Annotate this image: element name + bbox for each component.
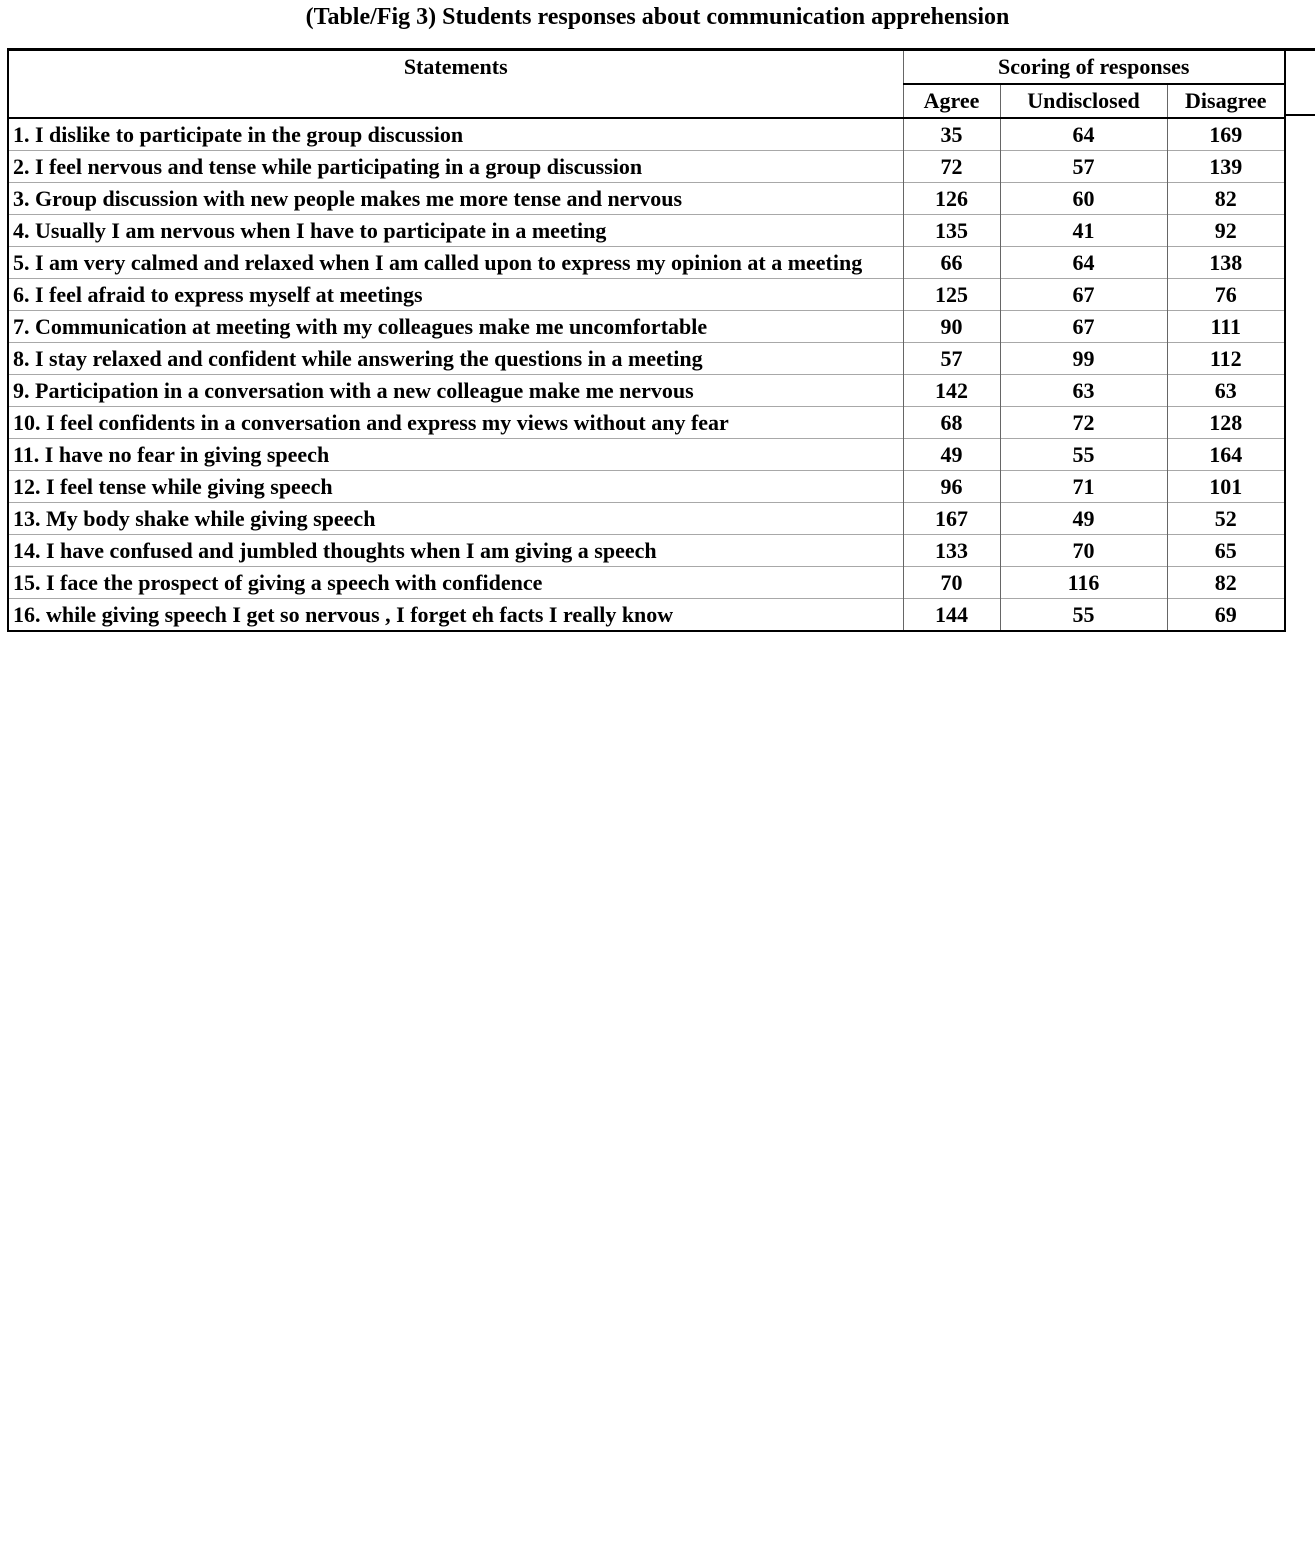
table-row xyxy=(8,151,1285,183)
undisclosed-cell: 67 xyxy=(1000,279,1167,311)
agree-cell: 133 xyxy=(903,535,1000,567)
scoring-of-responses-header: Scoring of responses xyxy=(903,50,1285,85)
agree-cell: 49 xyxy=(903,439,1000,471)
agree-cell: 135 xyxy=(903,215,1000,247)
table-row xyxy=(8,215,1285,247)
table-row xyxy=(8,118,1285,151)
header-row-top xyxy=(8,50,1285,85)
undisclosed-cell: 70 xyxy=(1000,535,1167,567)
undisclosed-cell: 55 xyxy=(1000,439,1167,471)
agree-cell: 66 xyxy=(903,247,1000,279)
disagree-cell: 52 xyxy=(1167,503,1285,535)
disagree-cell: 164 xyxy=(1167,439,1285,471)
statement-cell: 16. while giving speech I get so nervous , I forget eh facts I really know xyxy=(8,599,903,632)
disagree-cell: 112 xyxy=(1167,343,1285,375)
agree-cell: 125 xyxy=(903,279,1000,311)
table-row xyxy=(8,375,1285,407)
undisclosed-cell: 55 xyxy=(1000,599,1167,632)
statement-cell: 14. I have confused and jumbled thoughts when I am giving a speech xyxy=(8,535,903,567)
disagree-cell: 101 xyxy=(1167,471,1285,503)
column-header-agree: Agree xyxy=(903,84,1000,118)
table-cutoff-edge xyxy=(1284,48,1315,116)
undisclosed-cell: 57 xyxy=(1000,151,1167,183)
table-row xyxy=(8,567,1285,599)
table-row xyxy=(8,407,1285,439)
disagree-cell: 69 xyxy=(1167,599,1285,632)
undisclosed-cell: 64 xyxy=(1000,118,1167,151)
undisclosed-cell: 63 xyxy=(1000,375,1167,407)
agree-cell: 35 xyxy=(903,118,1000,151)
disagree-cell: 92 xyxy=(1167,215,1285,247)
table-row xyxy=(8,311,1285,343)
figure-title: (Table/Fig 3) Students responses about communication apprehension xyxy=(305,4,1010,30)
disagree-cell: 82 xyxy=(1167,567,1285,599)
undisclosed-cell: 116 xyxy=(1000,567,1167,599)
statement-cell: 4. Usually I am nervous when I have to participate in a meeting xyxy=(8,215,903,247)
table-row xyxy=(8,503,1285,535)
undisclosed-cell: 64 xyxy=(1000,247,1167,279)
statement-cell: 1. I dislike to participate in the group discussion xyxy=(8,118,903,151)
undisclosed-cell: 49 xyxy=(1000,503,1167,535)
undisclosed-cell: 71 xyxy=(1000,471,1167,503)
statement-cell: 11. I have no fear in giving speech xyxy=(8,439,903,471)
undisclosed-cell: 99 xyxy=(1000,343,1167,375)
table-row xyxy=(8,535,1285,567)
table-header xyxy=(8,50,1285,119)
statement-cell: 12. I feel tense while giving speech xyxy=(8,471,903,503)
agree-cell: 144 xyxy=(903,599,1000,632)
column-header-undisclosed: Undisclosed xyxy=(1000,84,1167,118)
undisclosed-cell: 67 xyxy=(1000,311,1167,343)
agree-cell: 126 xyxy=(903,183,1000,215)
table-row xyxy=(8,599,1285,632)
statement-cell: 8. I stay relaxed and confident while answering the questions in a meeting xyxy=(8,343,903,375)
table-row xyxy=(8,279,1285,311)
disagree-cell: 63 xyxy=(1167,375,1285,407)
statements-column-header: Statements xyxy=(8,50,903,119)
undisclosed-cell: 72 xyxy=(1000,407,1167,439)
table-row xyxy=(8,183,1285,215)
disagree-cell: 169 xyxy=(1167,118,1285,151)
undisclosed-cell: 60 xyxy=(1000,183,1167,215)
disagree-cell: 138 xyxy=(1167,247,1285,279)
table-row xyxy=(8,247,1285,279)
agree-cell: 167 xyxy=(903,503,1000,535)
agree-cell: 70 xyxy=(903,567,1000,599)
statement-cell: 13. My body shake while giving speech xyxy=(8,503,903,535)
disagree-cell: 139 xyxy=(1167,151,1285,183)
responses-table xyxy=(7,48,1286,632)
statement-cell: 9. Participation in a conversation with a new colleague make me nervous xyxy=(8,375,903,407)
statement-cell: 7. Communication at meeting with my colleagues make me uncomfortable xyxy=(8,311,903,343)
table-row xyxy=(8,343,1285,375)
disagree-cell: 76 xyxy=(1167,279,1285,311)
table-row xyxy=(8,471,1285,503)
disagree-cell: 128 xyxy=(1167,407,1285,439)
table-body xyxy=(8,118,1285,631)
statement-cell: 2. I feel nervous and tense while participating in a group discussion xyxy=(8,151,903,183)
table-row xyxy=(8,439,1285,471)
undisclosed-cell: 41 xyxy=(1000,215,1167,247)
statement-cell: 3. Group discussion with new people makes me more tense and nervous xyxy=(8,183,903,215)
disagree-cell: 111 xyxy=(1167,311,1285,343)
disagree-cell: 82 xyxy=(1167,183,1285,215)
statement-cell: 15. I face the prospect of giving a speech with confidence xyxy=(8,567,903,599)
agree-cell: 72 xyxy=(903,151,1000,183)
statement-cell: 10. I feel confidents in a conversation and express my views without any fear xyxy=(8,407,903,439)
agree-cell: 57 xyxy=(903,343,1000,375)
column-header-disagree: Disagree xyxy=(1167,84,1285,118)
statement-cell: 6. I feel afraid to express myself at meetings xyxy=(8,279,903,311)
statement-cell: 5. I am very calmed and relaxed when I am called upon to express my opinion at a meeting xyxy=(8,247,903,279)
disagree-cell: 65 xyxy=(1167,535,1285,567)
agree-cell: 142 xyxy=(903,375,1000,407)
agree-cell: 90 xyxy=(903,311,1000,343)
agree-cell: 68 xyxy=(903,407,1000,439)
agree-cell: 96 xyxy=(903,471,1000,503)
